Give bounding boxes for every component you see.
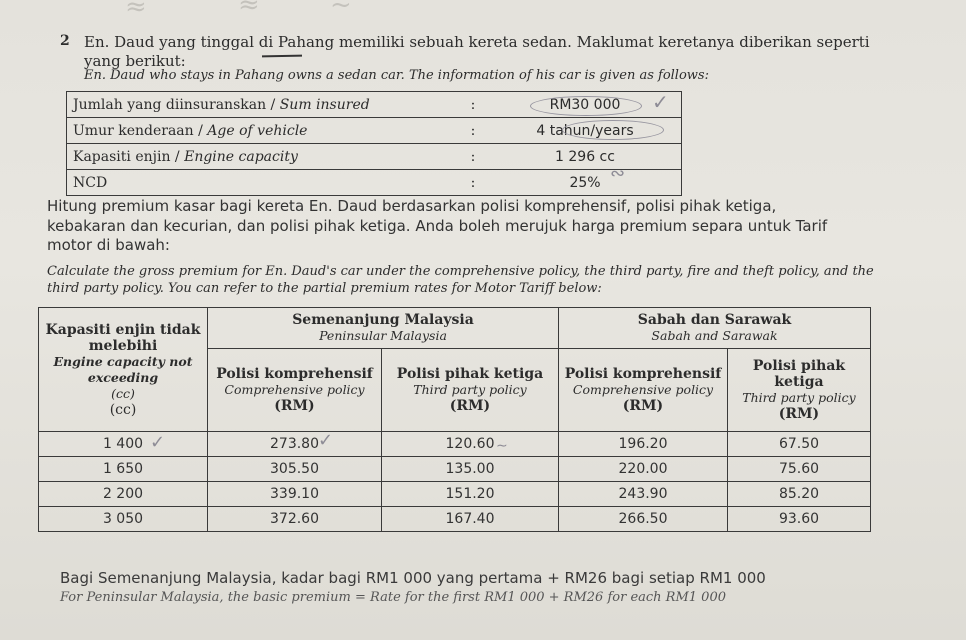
footnote-english: For Peninsular Malaysia, the basic premium = Rate for the first RM1 000 + RM26 for each RM1 000 (60, 590, 726, 605)
premium-rate-cell: 243.90 (559, 482, 728, 507)
premium-rate-cell: 339.10 (208, 482, 382, 507)
premium-rate-cell: 85.20 (728, 482, 871, 507)
car-info-row (67, 144, 682, 170)
premium-rate-cell: 273.80 (208, 432, 382, 457)
motor-tariff-table (38, 307, 871, 532)
question-number: 2 (60, 33, 70, 49)
car-info-colon: : (457, 144, 489, 170)
premium-rate-cell: 305.50 (208, 457, 382, 482)
premium-rate-cell: 67.50 (728, 432, 871, 457)
pencil-scribble: ≈ (238, 0, 260, 20)
pencil-scribble: ≈ (125, 0, 147, 22)
pencil-check-icon: ✓ (318, 430, 334, 451)
car-info-value: RM30 000 (489, 92, 682, 118)
header-tp-peninsular: Polisi pihak ketiga Third party policy (RM) (382, 349, 559, 432)
instruction-malay: Hitung premium kasar bagi kereta En. Daud berdasarkan polisi komprehensif, polisi pihak ketiga, kebakaran dan kecurian, dan polisi pihak ketiga. Anda boleh merujuk harga premium separa untuk Tarif motor di bawah: (47, 197, 828, 254)
car-info-label: NCD (67, 170, 458, 196)
table-row (39, 482, 871, 507)
pencil-circle (530, 96, 642, 116)
header-sabah-sarawak: Sabah dan Sarawak Sabah and Sarawak (559, 308, 871, 349)
pencil-mark-icon: ∼ (496, 438, 508, 454)
car-info-row (67, 170, 682, 196)
pencil-scribble: ~ (330, 0, 352, 20)
header-tp-sabah: Polisi pihak ketiga Third party policy (RM) (728, 349, 871, 432)
header-peninsular: Semenanjung Malaysia Peninsular Malaysia (208, 308, 559, 349)
premium-rate-cell: 266.50 (559, 507, 728, 532)
question-text-malay: En. Daud yang tinggal di Pahang memiliki sebuah kereta sedan. Maklumat keretanya diberikan seperti yang berikut: (84, 33, 870, 70)
premium-rate-cell: 120.60 (382, 432, 559, 457)
table-row (39, 457, 871, 482)
car-info-label: Kapasiti enjin / Engine capacity (67, 144, 458, 170)
header-comp-sabah: Polisi komprehensif Comprehensive policy (RM) (559, 349, 728, 432)
engine-capacity-cell: 3 050 (39, 507, 208, 532)
car-info-value: 1 296 cc (489, 144, 682, 170)
premium-rate-cell: 372.60 (208, 507, 382, 532)
premium-rate-cell: 151.20 (382, 482, 559, 507)
pencil-check-icon: ✓ (652, 90, 669, 114)
engine-capacity-cell: 1 400 (39, 432, 208, 457)
premium-rate-cell: 93.60 (728, 507, 871, 532)
premium-rate-cell: 135.00 (382, 457, 559, 482)
car-info-colon: : (457, 170, 489, 196)
question-text-english: En. Daud who stays in Pahang owns a sedan car. The information of his car is given as follows: (84, 68, 709, 83)
car-info-label: Umur kenderaan / Age of vehicle (67, 118, 458, 144)
premium-rate-cell: 196.20 (559, 432, 728, 457)
engine-capacity-cell: 2 200 (39, 482, 208, 507)
car-info-colon: : (457, 118, 489, 144)
car-info-value: 25% (489, 170, 682, 196)
pencil-check-icon: ∾ (610, 163, 626, 184)
table-row (39, 507, 871, 532)
car-info-value: 4 tahun/years (489, 118, 682, 144)
engine-capacity-cell: 1 650 (39, 457, 208, 482)
premium-rate-cell: 220.00 (559, 457, 728, 482)
pencil-circle (562, 120, 664, 140)
instruction-english: Calculate the gross premium for En. Daud's car under the comprehensive policy, the third party, fire and theft policy, and the third party policy. You can refer to the partial premium rates for Motor Tariff below: (47, 264, 874, 296)
premium-rate-cell: 167.40 (382, 507, 559, 532)
header-comp-peninsular: Polisi komprehensif Comprehensive policy (RM) (208, 349, 382, 432)
car-info-label: Jumlah yang diinsuranskan / Sum insured (67, 92, 458, 118)
footnote-malay: Bagi Semenanjung Malaysia, kadar bagi RM1 000 yang pertama + RM26 bagi setiap RM1 000 (60, 569, 766, 587)
premium-rate-cell: 75.60 (728, 457, 871, 482)
header-engine-capacity: Kapasiti enjin tidak melebihi Engine capacity not exceeding (cc) (cc) (39, 308, 208, 432)
pencil-check-icon: ✓ (150, 432, 166, 453)
car-info-colon: : (457, 92, 489, 118)
